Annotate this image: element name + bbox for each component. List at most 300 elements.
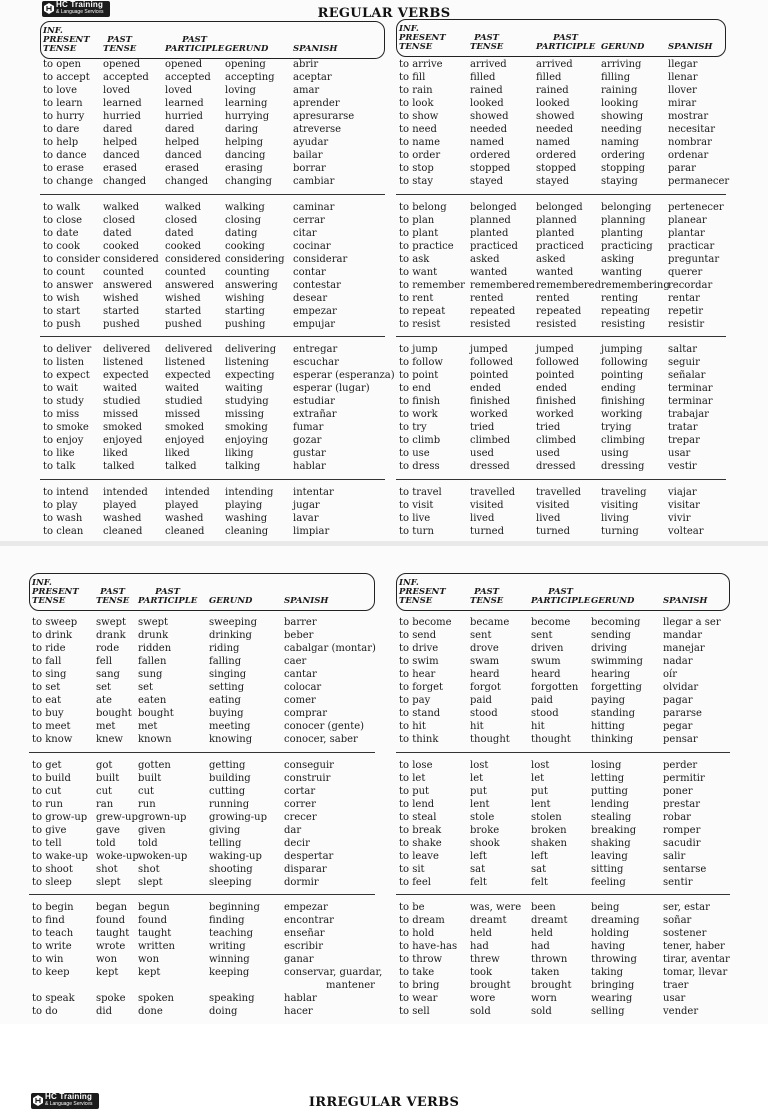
table-row	[40, 447, 385, 460]
column-header-line: PRESENT	[399, 33, 446, 43]
cell-infinitive: to travel	[399, 486, 442, 498]
group-divider	[40, 479, 385, 480]
cell-spanish: ser, estar	[663, 902, 710, 913]
table-row	[29, 733, 375, 746]
table-row	[29, 837, 375, 850]
cell-past-participle: sung	[138, 669, 163, 681]
column-header-line: PRESENT	[399, 587, 446, 597]
cell-past-participle: cooked	[165, 240, 202, 252]
column-header-past-tense	[470, 588, 503, 606]
table-row	[396, 953, 730, 966]
cell-past-participle: asked	[536, 253, 566, 265]
cell-past-tense: opened	[103, 59, 141, 70]
cell-infinitive: to date	[43, 227, 79, 239]
column-header-line: PAST	[107, 35, 133, 45]
table-row	[40, 136, 385, 149]
cell-gerund: drinking	[209, 630, 252, 642]
cell-past-tense: put	[470, 785, 487, 797]
cell-past-tense: swept	[96, 617, 127, 628]
cell-spanish: nadar	[663, 656, 693, 668]
cell-past-participle: kept	[138, 967, 161, 979]
table-row	[396, 499, 726, 512]
cell-infinitive: to resist	[399, 318, 441, 330]
cell-past-participle: been	[531, 902, 556, 913]
cell-infinitive: to expect	[43, 370, 90, 382]
table-row	[40, 279, 385, 292]
cell-past-tense: ended	[470, 383, 502, 395]
cell-gerund: leaving	[591, 850, 628, 862]
cell-infinitive: to arrive	[399, 59, 443, 70]
cell-past-participle: stayed	[536, 176, 570, 188]
cell-spanish: resistir	[668, 318, 705, 330]
cell-spanish: plantar	[668, 227, 705, 239]
cell-gerund: liking	[225, 448, 254, 460]
cell-past-participle: enjoyed	[165, 435, 205, 447]
cell-past-participle: shaken	[531, 837, 567, 849]
cell-spanish: contestar	[293, 279, 341, 291]
cell-past-tense: forgot	[470, 682, 501, 694]
logo-tagline: & Language Services	[56, 9, 104, 15]
cell-infinitive: to sit	[399, 863, 425, 875]
cell-past-participle: smoked	[165, 422, 205, 434]
table-row	[396, 733, 730, 746]
cell-past-participle: visited	[536, 499, 570, 511]
cell-past-tense: pushed	[103, 318, 140, 330]
table-row	[29, 811, 375, 824]
table-row	[40, 97, 385, 110]
cell-past-tense: expected	[103, 370, 149, 382]
cell-gerund: working	[601, 409, 643, 421]
cell-spanish: llover	[668, 85, 697, 97]
cell-past-participle: arrived	[536, 59, 573, 70]
cell-infinitive: to follow	[399, 357, 443, 369]
table-row	[396, 266, 726, 279]
cell-gerund: shooting	[209, 863, 253, 875]
cell-past-tense: shook	[470, 837, 500, 849]
cell-past-tense: needed	[470, 124, 507, 136]
cell-gerund: starting	[225, 305, 265, 317]
cell-gerund: holding	[591, 928, 630, 940]
cell-gerund: shaking	[591, 837, 631, 849]
cell-infinitive: to hit	[399, 721, 426, 733]
cell-infinitive: to lose	[399, 759, 433, 771]
cell-gerund: practicing	[601, 240, 653, 252]
cell-past-tense: loved	[103, 85, 131, 97]
cell-gerund: hurrying	[225, 111, 270, 123]
cell-gerund: intending	[225, 486, 274, 498]
cell-past-tense: walked	[103, 201, 140, 213]
cell-past-participle: found	[138, 915, 168, 927]
cell-past-tense: enjoyed	[103, 435, 143, 447]
cell-spanish: cocinar	[293, 240, 331, 252]
column-header-gerund	[601, 43, 644, 52]
cell-gerund: letting	[591, 772, 625, 784]
cell-gerund: meeting	[209, 721, 251, 733]
cell-past-tense: ate	[96, 695, 112, 707]
table-row	[40, 253, 385, 266]
cell-spanish: estudiar	[293, 396, 335, 408]
table-row	[29, 927, 375, 940]
cell-gerund: showing	[601, 111, 644, 123]
cell-past-tense: listened	[103, 357, 144, 369]
group-divider	[396, 894, 730, 895]
table-row	[396, 876, 730, 889]
cell-past-participle: given	[138, 824, 166, 836]
cell-gerund: delivering	[225, 344, 277, 355]
cell-past-tense: bought	[96, 708, 132, 720]
cell-infinitive: to hear	[399, 669, 436, 681]
irregular-verbs-sheet	[0, 546, 768, 1110]
cell-spanish: terminar	[668, 383, 713, 395]
cell-infinitive: to sleep	[32, 876, 72, 888]
cell-past-participle: helped	[165, 137, 200, 149]
table-row	[396, 123, 726, 136]
cell-past-tense: showed	[470, 111, 509, 123]
cell-spanish: considerar	[293, 253, 348, 265]
cell-spanish: esperar (esperanza)	[293, 370, 395, 382]
cell-spanish: parar	[668, 163, 696, 175]
table-row	[396, 460, 726, 473]
cell-infinitive: to fill	[399, 72, 426, 84]
cell-spanish: necesitar	[668, 124, 715, 136]
table-row	[396, 227, 726, 240]
cell-infinitive: to cut	[32, 785, 62, 797]
column-header-past-tense	[96, 588, 129, 606]
cell-past-tense: rode	[96, 643, 120, 655]
cell-spanish: visitar	[668, 499, 700, 511]
table-row	[40, 318, 385, 331]
table-row	[29, 655, 375, 668]
cell-infinitive: to smoke	[43, 422, 89, 434]
column-header-infinitive	[399, 579, 446, 606]
cell-past-participle: walked	[165, 201, 202, 213]
cell-spanish: aceptar	[293, 72, 332, 84]
cell-infinitive: to want	[399, 266, 438, 278]
cell-past-participle: turned	[536, 525, 570, 537]
table-row	[29, 616, 375, 629]
table-row	[29, 901, 375, 914]
cell-past-participle: opened	[165, 59, 203, 70]
cell-spanish: disparar	[284, 863, 327, 875]
cell-past-tense: held	[470, 928, 492, 940]
cell-past-tense: repeated	[470, 305, 516, 317]
table-row	[40, 58, 385, 71]
cell-infinitive: to wish	[43, 292, 80, 304]
cell-infinitive: to rent	[399, 292, 434, 304]
cell-past-participle: changed	[165, 176, 209, 188]
cell-past-participle: belonged	[536, 201, 583, 213]
cell-past-participle: met	[138, 721, 158, 733]
cell-infinitive: to try	[399, 422, 427, 434]
cell-past-tense: thought	[470, 734, 510, 746]
cell-infinitive: to stand	[399, 708, 441, 720]
cell-past-participle: jumped	[536, 344, 574, 355]
cell-spanish: empezar	[293, 305, 337, 317]
table-row	[396, 382, 726, 395]
cell-infinitive: to teach	[32, 928, 74, 940]
cell-spanish: repetir	[668, 305, 704, 317]
cell-past-participle: ended	[536, 383, 568, 395]
cell-past-tense: taught	[96, 928, 130, 940]
group-divider	[29, 894, 375, 895]
table-row	[396, 863, 730, 876]
cell-infinitive: to jump	[399, 344, 438, 355]
cell-past-tense: knew	[96, 734, 123, 746]
cell-infinitive: to start	[43, 305, 81, 317]
cell-past-participle: ordered	[536, 150, 577, 162]
cell-infinitive: to accept	[43, 72, 90, 84]
cell-past-participle: waited	[165, 383, 200, 395]
table-row	[396, 279, 726, 292]
regular-verbs-sheet	[0, 0, 768, 543]
table-row	[40, 201, 385, 214]
cell-infinitive: to drink	[32, 630, 73, 642]
table-row	[29, 772, 375, 785]
cell-gerund: closing	[225, 214, 261, 226]
cell-gerund: driving	[591, 643, 628, 655]
cell-past-tense: talked	[103, 461, 135, 473]
group-divider	[396, 194, 726, 195]
cell-infinitive: to know	[32, 734, 73, 746]
cell-gerund: dating	[225, 227, 258, 239]
cell-infinitive: to dare	[43, 124, 80, 136]
cell-past-participle: lent	[531, 798, 551, 810]
cell-gerund: visiting	[601, 499, 639, 511]
cell-spanish: olvidar	[663, 682, 699, 694]
cell-gerund: pointing	[601, 370, 644, 382]
cell-spanish: prestar	[663, 798, 700, 810]
cell-gerund: washing	[225, 512, 268, 524]
cell-spanish: dormir	[284, 876, 319, 888]
table-row	[396, 850, 730, 863]
cell-past-participle: repeated	[536, 305, 582, 317]
column-header-line: GERUND	[591, 596, 635, 606]
cell-infinitive: to shake	[399, 837, 442, 849]
cell-spanish: seguir	[668, 357, 700, 369]
column-header-line: INF.	[32, 578, 52, 588]
table-row	[40, 305, 385, 318]
cell-spanish: terminar	[668, 396, 713, 408]
cell-spanish: tener, haber	[663, 941, 725, 953]
cell-infinitive: to finish	[399, 396, 441, 408]
cell-past-tense: took	[470, 967, 493, 979]
table-row	[396, 979, 730, 992]
cell-gerund: buying	[209, 708, 244, 720]
table-row	[396, 824, 730, 837]
cell-spanish: ayudar	[293, 137, 329, 149]
cell-past-participle: stolen	[531, 811, 562, 823]
cell-spanish: viajar	[668, 486, 697, 498]
cell-past-participle: sold	[531, 1006, 552, 1018]
cell-infinitive: to cook	[43, 240, 80, 252]
cell-past-participle: showed	[536, 111, 575, 123]
cell-infinitive: to change	[43, 176, 93, 188]
cell-gerund: cutting	[209, 785, 246, 797]
cell-infinitive: to leave	[399, 850, 439, 862]
cell-past-participle: cleaned	[165, 525, 205, 537]
cell-gerund: cleaning	[225, 525, 269, 537]
cell-past-participle: considered	[165, 253, 221, 265]
cell-spanish: conocer (gente)	[284, 721, 365, 733]
cell-past-participle: dared	[165, 124, 195, 136]
cell-gerund: walking	[225, 201, 265, 213]
table-row	[396, 927, 730, 940]
cell-infinitive: to wait	[43, 383, 78, 395]
cell-past-tense: wrote	[96, 941, 126, 953]
cell-spanish: conseguir	[284, 759, 334, 771]
cell-past-tense: threw	[470, 954, 500, 966]
table-row	[40, 214, 385, 227]
cell-infinitive: to wash	[43, 512, 83, 524]
cell-spanish: amar	[293, 85, 320, 97]
cell-gerund: sitting	[591, 863, 624, 875]
cell-gerund: growing-up	[209, 811, 268, 823]
cell-past-tense: let	[470, 772, 484, 784]
table-row	[396, 240, 726, 253]
cell-spanish: ordenar	[668, 150, 709, 162]
table-row	[396, 318, 726, 331]
cell-gerund: finding	[209, 915, 245, 927]
cell-past-participle: talked	[165, 461, 197, 473]
cell-past-tense: belonged	[470, 201, 517, 213]
cell-past-tense: told	[96, 837, 116, 849]
cell-infinitive: to give	[32, 824, 67, 836]
table-row	[396, 369, 726, 382]
cell-past-participle: erased	[165, 163, 200, 175]
cell-infinitive: to clean	[43, 525, 84, 537]
table-row	[396, 694, 730, 707]
table-row	[396, 201, 726, 214]
cell-spanish: traer	[663, 980, 689, 992]
cell-infinitive: to repeat	[399, 305, 446, 317]
column-header-line: TENSE	[103, 44, 137, 54]
cell-past-tense: fell	[96, 656, 113, 668]
cell-past-tense: felt	[470, 876, 487, 888]
cell-gerund: talking	[225, 461, 261, 473]
cell-infinitive: to like	[43, 448, 75, 460]
cell-infinitive: to wear	[399, 993, 438, 1005]
cell-spanish: bailar	[293, 150, 323, 162]
table-row	[396, 668, 730, 681]
cell-infinitive: to feel	[399, 876, 431, 888]
cell-past-participle: run	[138, 798, 156, 810]
cell-infinitive: to close	[43, 214, 83, 226]
cell-gerund: setting	[209, 682, 245, 694]
cell-spanish: limpiar	[293, 525, 330, 537]
cell-gerund: staying	[601, 176, 638, 188]
cell-past-tense: planned	[470, 214, 511, 226]
cell-infinitive: to enjoy	[43, 435, 84, 447]
cell-gerund: knowing	[209, 734, 253, 746]
table-row	[396, 395, 726, 408]
cell-past-participle: paid	[531, 695, 553, 707]
cell-gerund: breaking	[591, 824, 637, 836]
cell-past-tense: arrived	[470, 59, 507, 70]
cell-infinitive: to bring	[399, 980, 440, 992]
cell-gerund: wearing	[591, 993, 633, 1005]
cell-past-participle: forgotten	[531, 682, 579, 694]
cell-infinitive: to get	[32, 759, 62, 771]
cell-past-participle: climbed	[536, 435, 577, 447]
cell-spanish: perder	[663, 759, 698, 771]
column-header-line: TENSE	[399, 42, 433, 52]
table-row	[40, 460, 385, 473]
table-row	[396, 421, 726, 434]
cell-gerund: using	[601, 448, 629, 460]
column-header-gerund	[209, 597, 252, 606]
cell-gerund: stopping	[601, 163, 646, 175]
cell-infinitive: to belong	[399, 201, 447, 213]
cell-infinitive: to fall	[32, 656, 62, 668]
table-row	[396, 84, 726, 97]
table-row	[396, 305, 726, 318]
cell-past-tense: grew-up	[96, 811, 138, 823]
table-row	[396, 149, 726, 162]
cell-gerund: wanting	[601, 266, 643, 278]
cell-past-tense: remembered	[470, 279, 535, 291]
cell-infinitive: to plant	[399, 227, 439, 239]
table-row	[40, 408, 385, 421]
cell-past-participle: finished	[536, 396, 577, 408]
table-row	[396, 798, 730, 811]
cell-gerund: expecting	[225, 370, 275, 382]
cell-past-participle: closed	[165, 214, 198, 226]
cell-spanish: colocar	[284, 682, 322, 694]
cell-spanish: pagar	[663, 695, 693, 707]
cell-past-tense: kept	[96, 967, 119, 979]
cell-infinitive: to love	[43, 85, 78, 97]
table-row	[40, 369, 395, 382]
cell-spanish: fumar	[293, 422, 324, 434]
cell-infinitive: to swim	[399, 656, 439, 668]
table-row	[396, 136, 726, 149]
cell-infinitive: to climb	[399, 435, 441, 447]
cell-past-participle: accepted	[165, 72, 211, 84]
cell-spanish: practicar	[668, 240, 715, 252]
cell-infinitive: to dress	[399, 461, 440, 473]
column-header-line: INF.	[43, 26, 63, 36]
table-row	[396, 512, 726, 525]
cell-past-participle: sat	[531, 863, 547, 875]
cell-past-participle: worn	[531, 993, 557, 1005]
cell-spanish: empezar	[284, 902, 328, 913]
cell-past-participle: written	[138, 941, 175, 953]
table-row	[396, 525, 726, 538]
column-header-line: PAST	[553, 33, 579, 43]
cell-spanish: saltar	[668, 344, 698, 355]
cell-past-tense: filled	[470, 72, 496, 84]
cell-infinitive: to buy	[32, 708, 64, 720]
cell-spanish: extrañar	[293, 409, 337, 421]
cell-past-tense: stopped	[470, 163, 511, 175]
table-row	[29, 707, 375, 720]
table-row	[29, 914, 375, 927]
cell-gerund: remembering	[601, 279, 670, 291]
cell-infinitive: to sell	[399, 1006, 430, 1018]
cell-infinitive: to name	[399, 137, 441, 149]
cell-past-participle: taught	[138, 928, 172, 940]
cell-infinitive: to need	[399, 124, 437, 136]
column-header-past-participle	[536, 34, 595, 52]
cell-past-tense: drove	[470, 643, 499, 655]
cell-past-tense: woke-up	[96, 850, 139, 862]
cell-past-tense: ordered	[470, 150, 511, 162]
cell-past-participle: drunk	[138, 630, 169, 642]
column-header-line: GERUND	[601, 42, 645, 52]
table-row	[396, 655, 730, 668]
table-row	[396, 486, 726, 499]
cell-gerund: speaking	[209, 993, 255, 1005]
